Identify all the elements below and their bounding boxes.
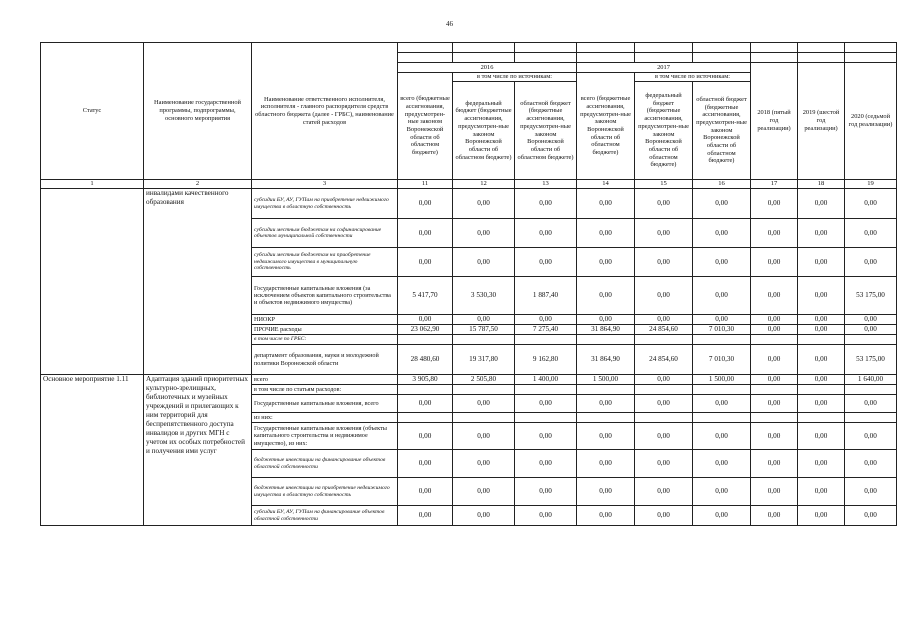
value-cell: 53 175,00 <box>845 345 897 375</box>
value-cell: 0,00 <box>798 325 845 335</box>
budget-table <box>40 42 897 526</box>
column-number: 14 <box>577 180 635 189</box>
value-cell: 0,00 <box>453 248 515 277</box>
column-number: 11 <box>398 180 453 189</box>
value-cell: 0,00 <box>515 248 577 277</box>
expense-item-label: всего <box>252 375 398 385</box>
value-cell <box>453 385 515 395</box>
value-cell: 0,00 <box>693 219 751 248</box>
column-number: 15 <box>635 180 693 189</box>
value-cell <box>453 335 515 345</box>
value-cell: 0,00 <box>798 345 845 375</box>
value-cell: 0,00 <box>515 395 577 413</box>
value-cell: 0,00 <box>751 248 798 277</box>
value-cell <box>635 385 693 395</box>
value-cell: 0,00 <box>845 450 897 478</box>
column-numbers-row <box>41 180 897 189</box>
value-cell: 0,00 <box>798 315 845 325</box>
value-cell: 0,00 <box>577 478 635 506</box>
program-name-cell: инвалидами качественного образования <box>144 189 252 375</box>
value-cell <box>798 385 845 395</box>
value-cell <box>398 335 453 345</box>
value-cell: 0,00 <box>515 315 577 325</box>
expense-item-label: субсидии БУ, АУ, ГУПам на финансирование объектов областной собственности <box>252 506 398 526</box>
value-cell: 0,00 <box>635 315 693 325</box>
value-cell: 1 500,00 <box>693 375 751 385</box>
value-cell: 9 162,80 <box>515 345 577 375</box>
value-cell: 0,00 <box>453 315 515 325</box>
value-cell: 0,00 <box>693 248 751 277</box>
value-cell: 0,00 <box>577 248 635 277</box>
value-cell: 0,00 <box>845 325 897 335</box>
value-cell: 0,00 <box>453 189 515 219</box>
value-cell: 0,00 <box>398 423 453 450</box>
value-cell: 0,00 <box>751 506 798 526</box>
header-sources-2016: в том числе по источникам: <box>453 73 577 82</box>
value-cell: 0,00 <box>577 315 635 325</box>
value-cell: 19 317,80 <box>453 345 515 375</box>
value-cell: 0,00 <box>693 506 751 526</box>
program-name-cell: Адаптация зданий приоритетных культурно-зрелищных, библиотечных и музейных учреждений и прилегающих к ним территорий для беспрепятственного доступа инвалидов и других МГН с учетом их особых потребностей и получения ими услуг <box>144 375 252 526</box>
value-cell <box>515 413 577 423</box>
value-cell: 0,00 <box>798 450 845 478</box>
value-cell: 0,00 <box>751 315 798 325</box>
value-cell: 0,00 <box>453 506 515 526</box>
value-cell: 0,00 <box>635 248 693 277</box>
value-cell: 0,00 <box>798 189 845 219</box>
value-cell: 0,00 <box>845 219 897 248</box>
table-row <box>41 189 897 219</box>
value-cell <box>751 385 798 395</box>
expense-item-label: в том числе по ГРБС: <box>252 335 398 345</box>
value-cell <box>577 413 635 423</box>
value-cell: 0,00 <box>845 315 897 325</box>
value-cell <box>398 385 453 395</box>
value-cell <box>577 335 635 345</box>
value-cell: 0,00 <box>693 450 751 478</box>
value-cell: 0,00 <box>845 506 897 526</box>
value-cell: 0,00 <box>515 423 577 450</box>
header-year-2017: 2017 <box>577 63 751 73</box>
value-cell: 0,00 <box>693 395 751 413</box>
expense-item-label: Государственные капитальные вложения (за исключением объектов капитального строительства и объектов недвижимого имущества) <box>252 277 398 315</box>
value-cell: 0,00 <box>845 248 897 277</box>
column-number: 2 <box>144 180 252 189</box>
header-2019: 2019 (шестой год реализации) <box>798 63 845 180</box>
value-cell: 0,00 <box>751 277 798 315</box>
value-cell <box>693 385 751 395</box>
value-cell: 0,00 <box>453 478 515 506</box>
header-2018: 2018 (пятый год реализации) <box>751 63 798 180</box>
value-cell <box>845 413 897 423</box>
value-cell: 0,00 <box>577 189 635 219</box>
value-cell: 0,00 <box>798 506 845 526</box>
value-cell <box>577 385 635 395</box>
expense-item-label: из них: <box>252 413 398 423</box>
value-cell: 0,00 <box>398 315 453 325</box>
value-cell: 0,00 <box>845 478 897 506</box>
expense-item-label: субсидии БУ, АУ, ГУПам на приобретение недвижимого имущества в областную собственность <box>252 189 398 219</box>
value-cell: 0,00 <box>577 506 635 526</box>
value-cell: 0,00 <box>453 219 515 248</box>
header-sources-2017: в том числе по источникам: <box>635 73 751 82</box>
column-number: 17 <box>751 180 798 189</box>
value-cell: 2 505,80 <box>453 375 515 385</box>
value-cell: 0,00 <box>398 248 453 277</box>
expense-item-label: департамент образования, науки и молодежной политики Воронежской области <box>252 345 398 375</box>
value-cell: 7 010,30 <box>693 345 751 375</box>
column-number: 1 <box>41 180 144 189</box>
value-cell: 1 887,40 <box>515 277 577 315</box>
value-cell: 0,00 <box>398 506 453 526</box>
value-cell: 0,00 <box>577 450 635 478</box>
value-cell: 1 400,00 <box>515 375 577 385</box>
value-cell: 0,00 <box>635 478 693 506</box>
value-cell: 0,00 <box>693 315 751 325</box>
value-cell: 0,00 <box>635 277 693 315</box>
value-cell <box>635 335 693 345</box>
value-cell: 0,00 <box>845 395 897 413</box>
value-cell: 0,00 <box>635 189 693 219</box>
value-cell: 0,00 <box>845 189 897 219</box>
value-cell: 0,00 <box>635 395 693 413</box>
value-cell: 0,00 <box>751 375 798 385</box>
value-cell: 0,00 <box>577 423 635 450</box>
value-cell <box>751 413 798 423</box>
value-cell: 23 062,90 <box>398 325 453 335</box>
header-regional-2016: областной бюджет (бюджетные ассигнования, предусмотрен-ные законом Воронежской области об областном бюджете) <box>515 82 577 180</box>
value-cell: 0,00 <box>577 277 635 315</box>
value-cell <box>798 413 845 423</box>
value-cell: 0,00 <box>751 395 798 413</box>
value-cell <box>515 385 577 395</box>
value-cell <box>693 335 751 345</box>
value-cell: 0,00 <box>751 325 798 335</box>
value-cell <box>515 335 577 345</box>
column-number: 12 <box>453 180 515 189</box>
value-cell: 0,00 <box>693 189 751 219</box>
column-number: 18 <box>798 180 845 189</box>
value-cell: 24 854,60 <box>635 325 693 335</box>
expense-item-label: в том числе по статьям расходов: <box>252 385 398 395</box>
value-cell: 0,00 <box>515 219 577 248</box>
expense-item-label: ПРОЧИЕ расходы <box>252 325 398 335</box>
table-row <box>41 375 897 385</box>
value-cell: 0,00 <box>635 375 693 385</box>
value-cell: 0,00 <box>798 423 845 450</box>
value-cell: 0,00 <box>453 395 515 413</box>
status-cell <box>41 189 144 375</box>
value-cell: 0,00 <box>577 395 635 413</box>
value-cell: 0,00 <box>798 395 845 413</box>
value-cell: 0,00 <box>515 189 577 219</box>
column-number: 19 <box>845 180 897 189</box>
header-total-2016: всего (бюджетные ассигнования, предусмотрен-ные законом Воронежской области об областном бюджете) <box>398 73 453 180</box>
value-cell: 0,00 <box>751 189 798 219</box>
column-number: 16 <box>693 180 751 189</box>
header-regional-2017: областной бюджет (бюджетные ассигнования, предусмотрен-ные законом Воронежской области об областном бюджете) <box>693 82 751 180</box>
expense-item-label: бюджетные инвестиции на финансирование объектов областной собственности <box>252 450 398 478</box>
header-executor: Наименование ответственного исполнителя, исполнителя - главного распорядителя средств областного бюджета (далее - ГРБС), наименование статей расходов <box>252 43 398 180</box>
value-cell: 0,00 <box>635 423 693 450</box>
value-cell: 0,00 <box>751 478 798 506</box>
value-cell: 0,00 <box>515 478 577 506</box>
value-cell: 0,00 <box>693 478 751 506</box>
value-cell: 0,00 <box>398 478 453 506</box>
value-cell: 53 175,00 <box>845 277 897 315</box>
value-cell: 0,00 <box>798 248 845 277</box>
value-cell: 0,00 <box>398 450 453 478</box>
value-cell: 0,00 <box>693 277 751 315</box>
value-cell: 0,00 <box>577 219 635 248</box>
value-cell <box>693 413 751 423</box>
expense-item-label: субсидии местным бюджетам на приобретение недвижимого имущества в муниципальную собственность <box>252 248 398 277</box>
value-cell: 0,00 <box>751 219 798 248</box>
value-cell: 0,00 <box>798 375 845 385</box>
expense-item-label: субсидии местным бюджетам на софинансирование объектов муниципальной собственности <box>252 219 398 248</box>
value-cell <box>453 413 515 423</box>
header-total-2017: всего (бюджетные ассигнования, предусмотрен-ные законом Воронежской области об областном бюджете) <box>577 73 635 180</box>
value-cell: 0,00 <box>693 423 751 450</box>
value-cell: 0,00 <box>635 506 693 526</box>
value-cell: 0,00 <box>798 219 845 248</box>
value-cell: 0,00 <box>798 478 845 506</box>
value-cell: 24 854,60 <box>635 345 693 375</box>
column-number: 3 <box>252 180 398 189</box>
value-cell: 1 500,00 <box>577 375 635 385</box>
header-spacer-row <box>41 43 897 53</box>
header-status: Статус <box>41 43 144 180</box>
header-federal-2017: федеральный бюджет (бюджетные ассигнования, предусмотрен-ные законом Воронежской области об областном бюджете) <box>635 82 693 180</box>
value-cell <box>845 335 897 345</box>
value-cell: 0,00 <box>751 345 798 375</box>
value-cell: 0,00 <box>751 450 798 478</box>
value-cell: 15 787,50 <box>453 325 515 335</box>
value-cell: 0,00 <box>398 219 453 248</box>
status-cell: Основное мероприятие 1.11 <box>41 375 144 526</box>
value-cell: 0,00 <box>635 219 693 248</box>
value-cell: 3 905,80 <box>398 375 453 385</box>
column-number: 13 <box>515 180 577 189</box>
value-cell: 0,00 <box>398 189 453 219</box>
value-cell: 7 010,30 <box>693 325 751 335</box>
value-cell <box>635 413 693 423</box>
value-cell: 0,00 <box>515 450 577 478</box>
header-year-2016: 2016 <box>398 63 577 73</box>
value-cell: 0,00 <box>751 423 798 450</box>
header-program: Наименование государственной программы, подпрограммы, основного мероприятия <box>144 43 252 180</box>
header-2020: 2020 (седьмой год реализации) <box>845 63 897 180</box>
expense-item-label: бюджетные инвестиции на приобретение недвижимого имущества в областную собственность <box>252 478 398 506</box>
value-cell: 3 530,30 <box>453 277 515 315</box>
expense-item-label: Государственные капитальные вложения, всего <box>252 395 398 413</box>
value-cell: 0,00 <box>635 450 693 478</box>
page-number: 46 <box>446 20 453 28</box>
value-cell: 0,00 <box>453 450 515 478</box>
value-cell: 0,00 <box>515 506 577 526</box>
value-cell: 31 864,90 <box>577 345 635 375</box>
value-cell: 0,00 <box>845 423 897 450</box>
value-cell: 7 275,40 <box>515 325 577 335</box>
header-federal-2016: федеральный бюджет (бюджетные ассигнования, предусмотрен-ные законом Воронежской области об областном бюджете) <box>453 82 515 180</box>
value-cell <box>845 385 897 395</box>
value-cell: 0,00 <box>798 277 845 315</box>
value-cell <box>798 335 845 345</box>
value-cell: 5 417,70 <box>398 277 453 315</box>
value-cell: 1 640,00 <box>845 375 897 385</box>
expense-item-label: НИОКР <box>252 315 398 325</box>
value-cell <box>398 413 453 423</box>
value-cell: 31 864,90 <box>577 325 635 335</box>
expense-item-label: Государственные капитальные вложения (объекты капитального строительства и недвижимое имущество), из них: <box>252 423 398 450</box>
value-cell: 0,00 <box>398 395 453 413</box>
value-cell: 0,00 <box>453 423 515 450</box>
value-cell: 28 480,60 <box>398 345 453 375</box>
value-cell <box>751 335 798 345</box>
